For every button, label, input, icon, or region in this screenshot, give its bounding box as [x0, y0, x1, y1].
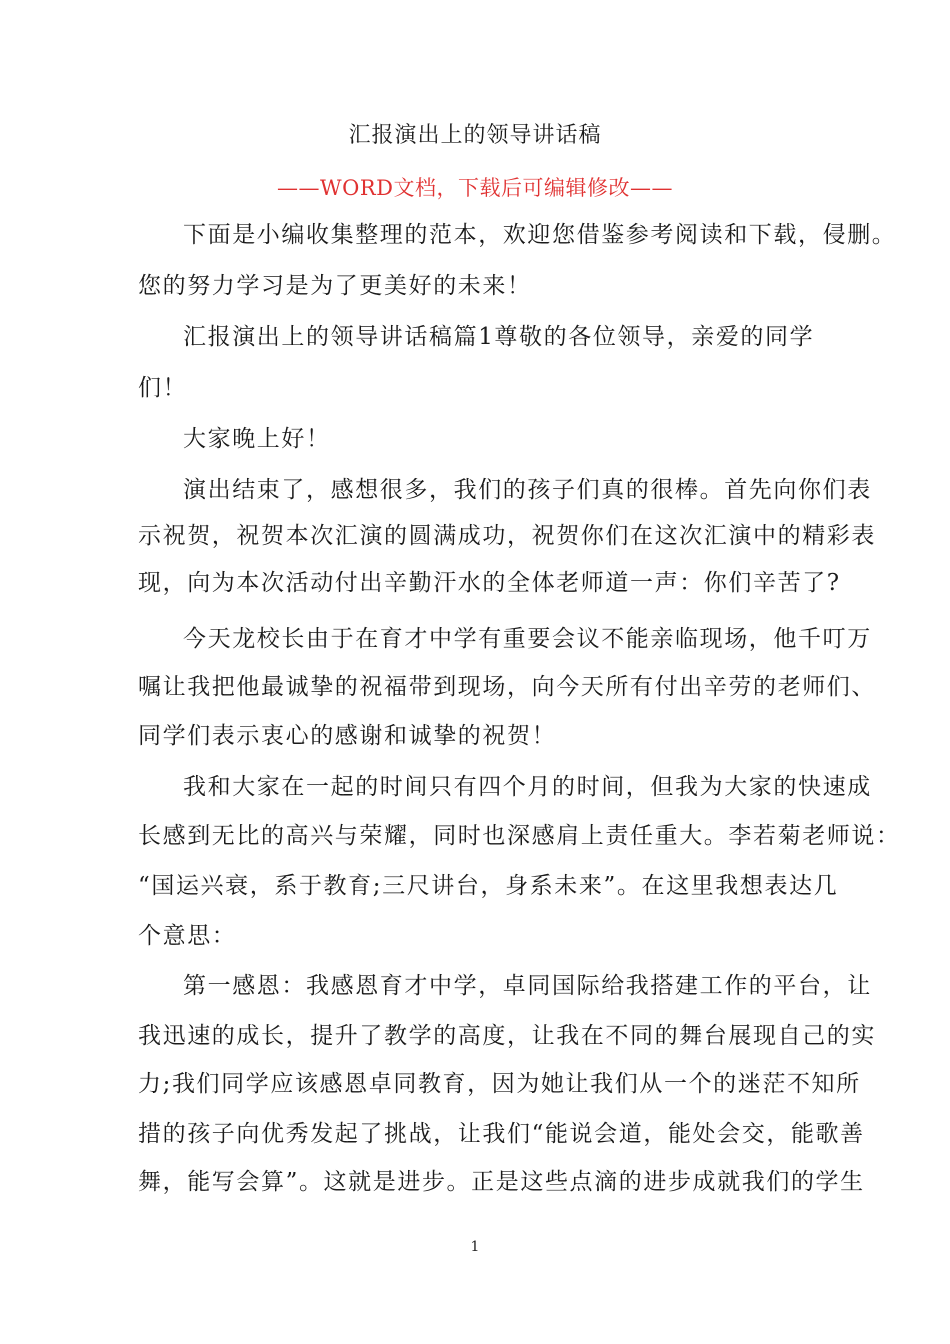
paragraph-line: 我和大家在一起的时间只有四个月的时间，但我为大家的快速成 [183, 774, 872, 800]
paragraph-line: 个意思： [138, 923, 237, 949]
paragraph-line: 下面是小编收集整理的范本，欢迎您借鉴参考阅读和下载，侵删。 [183, 222, 897, 248]
paragraph-line: 嘱让我把他最诚挚的祝福带到现场，向今天所有付出辛劳的老师们、 [138, 674, 876, 700]
paragraph-line: 舞，能写会算”。这就是进步。正是这些点滴的进步成就我们的学生 [138, 1169, 865, 1195]
paragraph-line: 大家晚上好！ [183, 426, 331, 452]
paragraph-line: 第一感恩：我感恩育才中学，卓同国际给我搭建工作的平台，让 [183, 973, 872, 999]
paragraph-line: 同学们表示衷心的感谢和诚挚的祝贺！ [138, 723, 557, 749]
paragraph-line: 措的孩子向优秀发起了挑战，让我们“能说会道，能处会交，能歌善 [138, 1121, 865, 1147]
paragraph-line: 示祝贺，祝贺本次汇演的圆满成功，祝贺你们在这次汇演中的精彩表 [138, 523, 876, 549]
paragraph-line: “国运兴衰，系于教育;三尺讲台，身系未来”。在这里我想表达几 [138, 873, 839, 899]
paragraph-line: 您的努力学习是为了更美好的未来！ [138, 273, 532, 299]
document-title: 汇报演出上的领导讲话稿 [348, 123, 602, 148]
page-number: 1 [470, 1239, 480, 1255]
paragraph-line: 现，向为本次活动付出辛勤汗水的全体老师道一声：你们辛苦了? [138, 570, 841, 596]
paragraph-line: 长感到无比的高兴与荣耀，同时也深感肩上责任重大。李若菊老师说： [138, 823, 901, 849]
paragraph-line: 汇报演出上的领导讲话稿篇1尊敬的各位领导，亲爱的同学 [183, 324, 815, 350]
paragraph-line: 力;我们同学应该感恩卓同教育，因为她让我们从一个的迷茫不知所 [138, 1071, 861, 1097]
paragraph-line: 今天龙校长由于在育才中学有重要会议不能亲临现场，他千叮万 [183, 626, 872, 652]
document-subtitle: ——WORD文档，下载后可编辑修改—— [277, 176, 673, 200]
paragraph-line: 们！ [138, 375, 188, 401]
paragraph-line: 演出结束了，感想很多，我们的孩子们真的很棒。首先向你们表 [183, 477, 872, 503]
paragraph-line: 我迅速的成长，提升了教学的高度，让我在不同的舞台展现自己的实 [138, 1023, 876, 1049]
